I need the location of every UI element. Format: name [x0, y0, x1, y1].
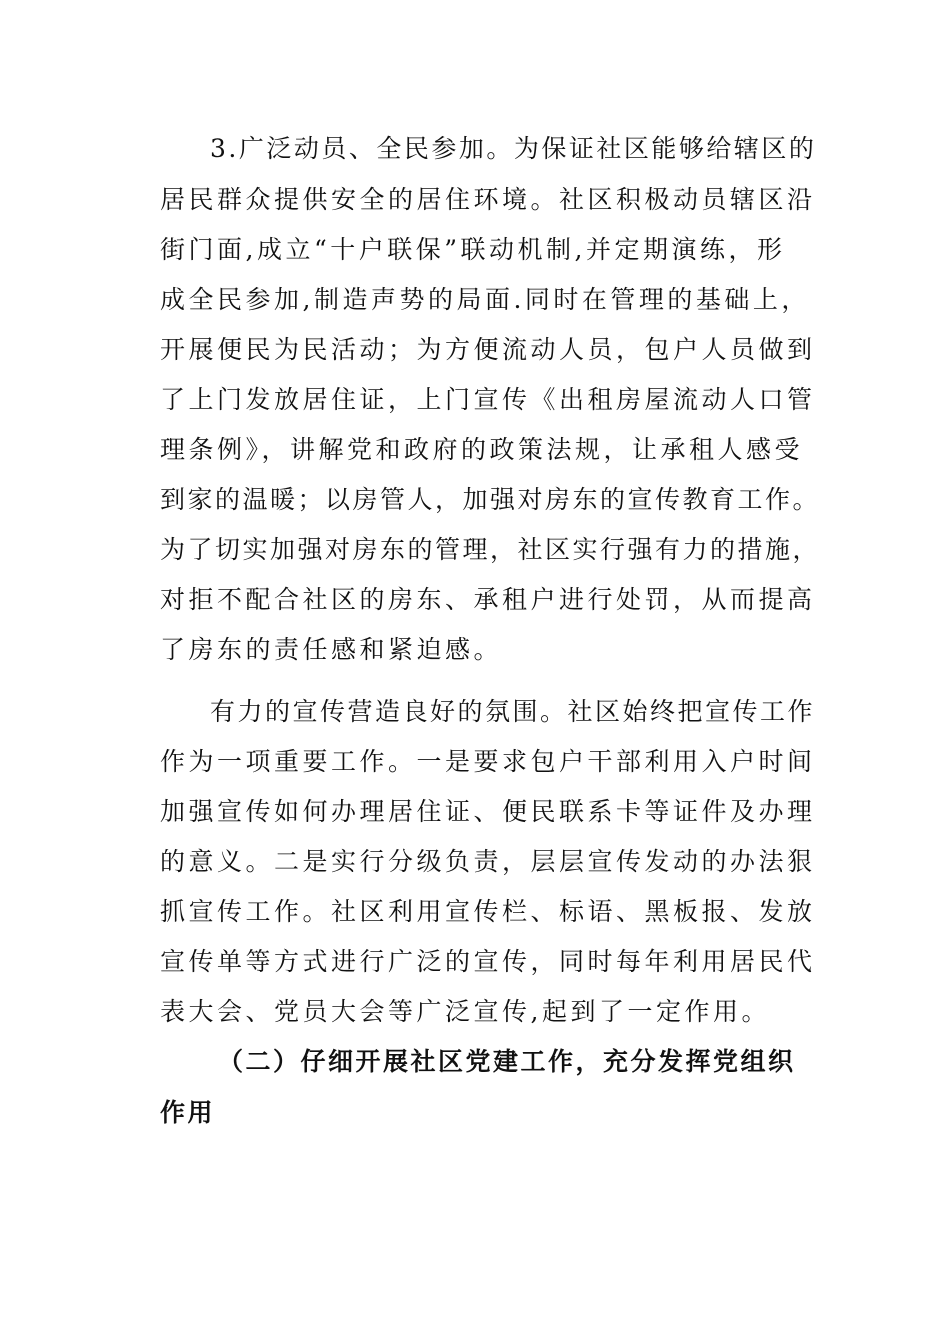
text-line: 居民群众提供安全的居住环境。社区积极动员辖区沿: [160, 185, 816, 214]
text-line: 加强宣传如何办理居住证、便民联系卡等证件及办理: [160, 797, 816, 826]
heading-line: 作用: [160, 1098, 216, 1127]
text-line: 的意义。二是实行分级负责，层层宣传发动的办法狠: [160, 847, 816, 876]
text-line: 开展便民为民活动；为方便流动人员，包户人员做到: [160, 335, 816, 364]
text-line: 到家的温暖；以房管人，加强对房东的宣传教育工作。: [160, 485, 821, 514]
text-line: 3.广泛动员、全民参加。为保证社区能够给辖区的: [210, 134, 817, 163]
text-line: 对拒不配合社区的房东、承租户进行处罚，从而提高: [160, 585, 816, 614]
text-line: 街门面,成立“十户联保”联动机制,并定期演练，形: [160, 235, 786, 264]
text-line: 成全民参加,制造声势的局面.同时在管理的基础上，: [160, 285, 810, 314]
text-line: 宣传单等方式进行广泛的宣传，同时每年利用居民代: [160, 947, 816, 976]
text-line: 为了切实加强对房东的管理，社区实行强有力的措施，: [160, 535, 821, 564]
text-line: 抓宣传工作。社区利用宣传栏、标语、黑板报、发放: [160, 897, 816, 926]
text-line: 有力的宣传营造良好的氛围。社区始终把宣传工作: [210, 697, 816, 726]
text-line: 理条例》，讲解党和政府的政策法规，让承租人感受: [160, 435, 804, 464]
text-line: 了房东的责任感和紧迫感。: [160, 635, 503, 664]
text-line: 作为一项重要工作。一是要求包户干部利用入户时间: [160, 747, 816, 776]
text-line: 了上门发放居住证，上门宣传《出租房屋流动人口管: [160, 385, 816, 414]
text-line: 表大会、党员大会等广泛宣传,起到了一定作用。: [160, 997, 770, 1026]
heading-line: （二）仔细开展社区党建工作，充分发挥党组织: [218, 1047, 796, 1076]
